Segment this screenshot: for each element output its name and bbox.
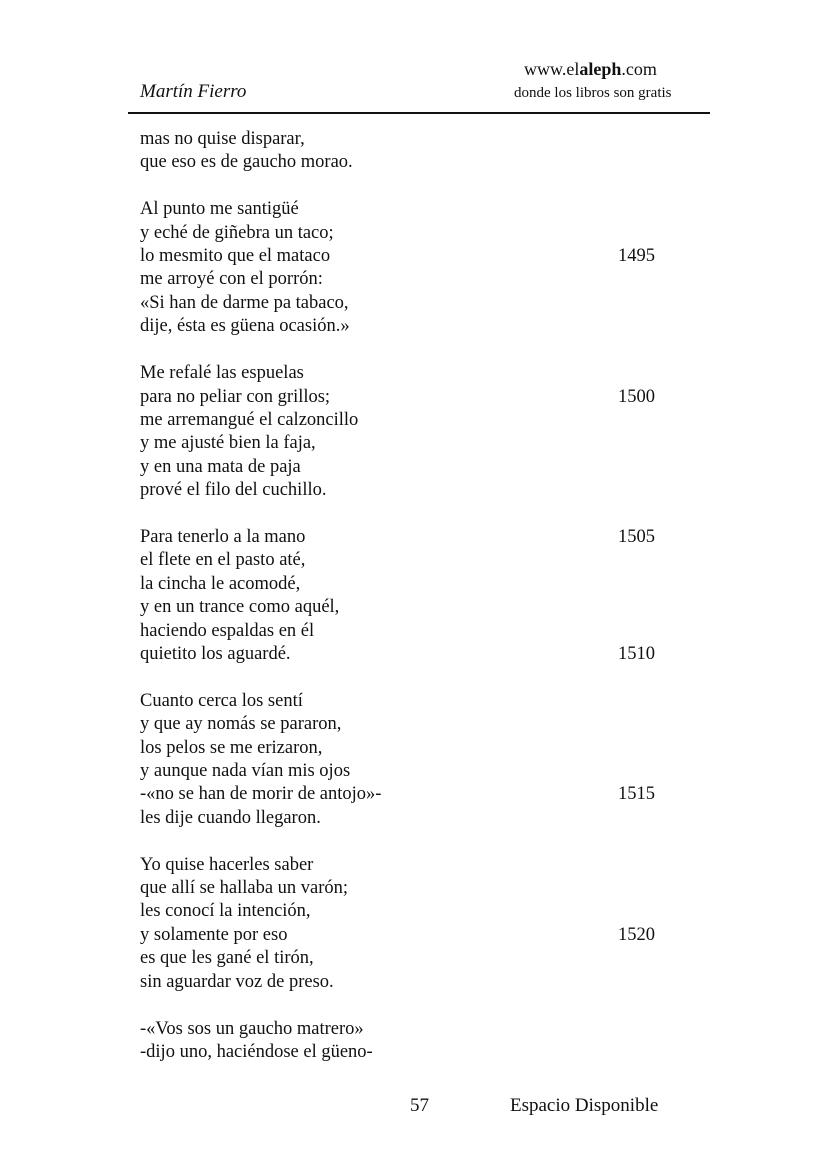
verse-text: y en un trance como aquél,	[140, 597, 340, 618]
verse-text: el flete en el pasto até,	[140, 550, 306, 571]
footer-label: Espacio Disponible	[510, 1095, 659, 1116]
verse-line	[140, 854, 700, 877]
verse-line	[140, 760, 700, 783]
verse-line	[140, 971, 700, 994]
verse-text: y aunque nada vían mis ojos	[140, 760, 351, 781]
verse-line	[140, 900, 700, 923]
header-tagline: donde los libros son gratis	[514, 85, 672, 101]
verse-line	[140, 737, 700, 760]
book-title: Martín Fierro	[140, 81, 247, 102]
verse-line	[140, 409, 700, 432]
poem-body	[140, 128, 700, 1088]
verse-text: lo mesmito que el mataco	[140, 246, 331, 267]
verse-text: Para tenerlo a la mano	[140, 526, 306, 547]
verse-line	[140, 292, 700, 315]
stanza	[140, 854, 700, 994]
verse-number: 1520	[618, 924, 655, 945]
verse-text: Me refalé las espuelas	[140, 363, 304, 384]
verse-text: para no peliar con grillos;	[140, 386, 331, 407]
verse-line	[140, 315, 700, 338]
header-url-prefix: www.el	[524, 59, 580, 79]
verse-text: y eché de giñebra un taco;	[140, 222, 334, 243]
verse-line	[140, 596, 700, 619]
stanza	[140, 362, 700, 502]
verse-number: 1500	[618, 386, 655, 407]
verse-line	[140, 151, 700, 174]
stanza	[140, 198, 700, 338]
verse-line	[140, 924, 700, 947]
verse-text: les conocí la intención,	[140, 901, 311, 922]
verse-text: Yo quise hacerles saber	[140, 854, 314, 875]
header-url-bold: aleph	[579, 59, 622, 79]
verse-text: que eso es de gaucho morao.	[140, 152, 353, 173]
verse-line	[140, 783, 700, 806]
verse-text: que allí se hallaba un varón;	[140, 878, 349, 899]
verse-line	[140, 877, 700, 900]
header-divider	[128, 112, 710, 114]
verse-line	[140, 268, 700, 291]
verse-text: los pelos se me erizaron,	[140, 737, 323, 758]
verse-line	[140, 573, 700, 596]
verse-line	[140, 713, 700, 736]
header-url-suffix: .com	[621, 59, 657, 79]
verse-line	[140, 620, 700, 643]
verse-text: y en una mata de paja	[140, 456, 301, 477]
verse-line	[140, 245, 700, 268]
header-site-url	[524, 58, 657, 80]
verse-text: la cincha le acomodé,	[140, 573, 301, 594]
stanza	[140, 690, 700, 830]
verse-line	[140, 807, 700, 830]
verse-text: Cuanto cerca los sentí	[140, 690, 303, 711]
stanza	[140, 526, 700, 666]
verse-line	[140, 549, 700, 572]
verse-text: y que ay nomás se pararon,	[140, 714, 342, 735]
verse-line	[140, 947, 700, 970]
verse-text: -dijo uno, haciéndose el güeno-	[140, 1041, 373, 1062]
verse-text: quietito los aguardé.	[140, 643, 291, 664]
verse-text: es que les gané el tirón,	[140, 948, 314, 969]
stanza	[140, 1018, 700, 1065]
verse-line	[140, 690, 700, 713]
verse-line	[140, 222, 700, 245]
verse-line	[140, 1041, 700, 1064]
stanza	[140, 128, 700, 175]
verse-line	[140, 643, 700, 666]
verse-line	[140, 479, 700, 502]
verse-number: 1515	[618, 784, 655, 805]
verse-line	[140, 128, 700, 151]
verse-text: y me ajusté bien la faja,	[140, 433, 316, 454]
verse-text: -«Vos sos un gaucho matrero»	[140, 1018, 364, 1039]
verse-text: -«no se han de morir de antojo»-	[140, 784, 382, 805]
page-number: 57	[410, 1095, 429, 1116]
verse-text: y solamente por eso	[140, 924, 288, 945]
verse-number: 1495	[618, 246, 655, 267]
verse-line	[140, 386, 700, 409]
verse-number: 1505	[618, 526, 655, 547]
verse-text: «Si han de darme pa tabaco,	[140, 292, 349, 313]
verse-text: les dije cuando llegaron.	[140, 807, 321, 828]
verse-text: me arroyé con el porrón:	[140, 269, 323, 290]
verse-text: dije, ésta es güena ocasión.»	[140, 316, 350, 337]
verse-text: prové el filo del cuchillo.	[140, 480, 327, 501]
verse-text: sin aguardar voz de preso.	[140, 971, 334, 992]
verse-text: Al punto me santigüé	[140, 199, 299, 220]
verse-line	[140, 198, 700, 221]
verse-line	[140, 432, 700, 455]
verse-line	[140, 362, 700, 385]
verse-text: haciendo espaldas en él	[140, 620, 315, 641]
verse-number: 1510	[618, 643, 655, 664]
verse-line	[140, 456, 700, 479]
verse-line	[140, 1018, 700, 1041]
verse-text: mas no quise disparar,	[140, 129, 305, 149]
verse-text: me arremangué el calzoncillo	[140, 409, 359, 430]
verse-line	[140, 526, 700, 549]
